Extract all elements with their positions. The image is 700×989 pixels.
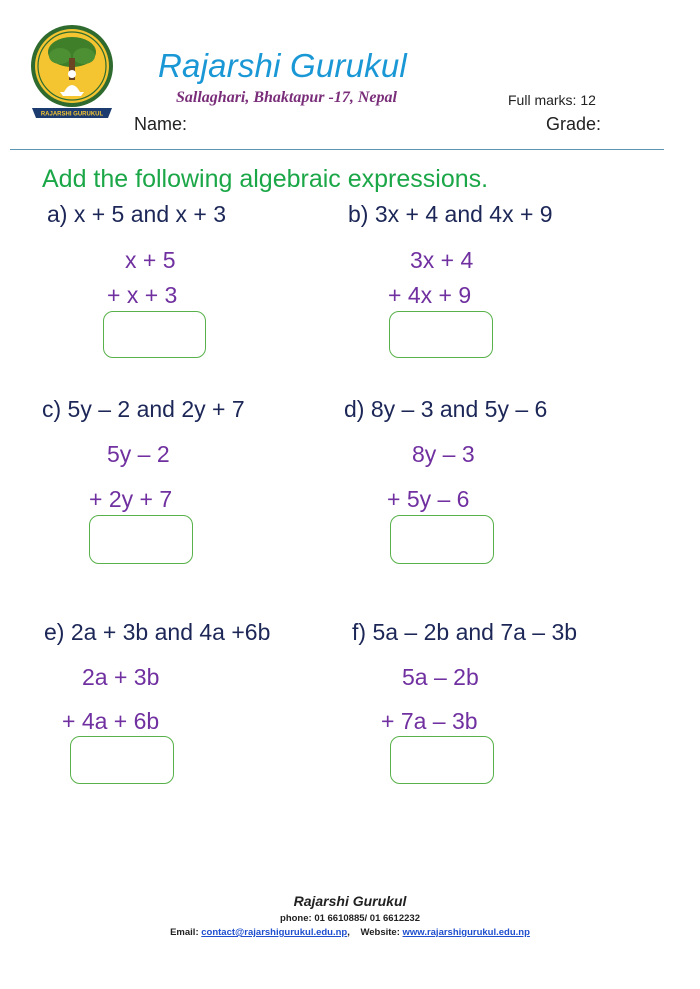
footer-contact: [0, 927, 700, 938]
footer-school-name: Rajarshi Gurukul: [293, 893, 407, 909]
question-f-line2: + 7a – 3b: [381, 708, 478, 734]
question-e-title: e) 2a + 3b and 4a +6b: [44, 619, 271, 645]
header-divider: [10, 149, 664, 150]
school-name: Rajarshi Gurukul: [158, 47, 407, 84]
question-c-line2: + 2y + 7: [89, 486, 173, 512]
footer-website-label: Website:: [360, 927, 400, 938]
full-marks: Full marks: 12: [508, 92, 596, 108]
question-a-answer-box[interactable]: [103, 311, 206, 358]
question-b-line1: 3x + 4: [410, 247, 474, 273]
question-b-answer-box[interactable]: [389, 311, 493, 358]
school-address: Sallaghari, Bhaktapur -17, Nepal: [176, 89, 397, 106]
logo-ribbon-text: RAJARSHI GURUKUL: [40, 111, 104, 118]
question-c-line1: 5y – 2: [107, 441, 170, 467]
question-d-answer-box[interactable]: [390, 515, 494, 564]
name-label: Name:: [134, 114, 188, 134]
instruction-heading: Add the following algebraic expressions.: [42, 165, 489, 193]
question-a-line1: x + 5: [125, 247, 176, 273]
question-e-line1: 2a + 3b: [82, 664, 160, 690]
question-f-answer-box[interactable]: [390, 736, 494, 784]
question-d-line2: + 5y – 6: [387, 486, 470, 512]
question-b-title: b) 3x + 4 and 4x + 9: [348, 201, 553, 227]
question-d-title: d) 8y – 3 and 5y – 6: [344, 396, 548, 422]
footer-email-label: Email:: [170, 927, 199, 938]
question-f-line1: 5a – 2b: [402, 664, 479, 690]
footer-email-link[interactable]: contact@rajarshigurukul.edu.np: [201, 927, 348, 938]
footer-website-link[interactable]: www.rajarshigurukul.edu.np: [402, 927, 530, 938]
question-a-line2: + x + 3: [107, 282, 178, 308]
grade-label: Grade:: [546, 114, 602, 134]
question-f-title: f) 5a – 2b and 7a – 3b: [352, 619, 578, 645]
school-logo: [24, 22, 120, 122]
footer-separator: ,: [347, 927, 361, 938]
question-c-title: c) 5y – 2 and 2y + 7: [42, 396, 245, 422]
question-e-line2: + 4a + 6b: [62, 708, 160, 734]
question-a-title: a) x + 5 and x + 3: [47, 201, 227, 227]
question-c-answer-box[interactable]: [89, 515, 193, 564]
question-d-line1: 8y – 3: [412, 441, 475, 467]
question-b-line2: + 4x + 9: [388, 282, 472, 308]
question-e-answer-box[interactable]: [70, 736, 174, 784]
footer-phone: phone: 01 6610885/ 01 6612232: [280, 913, 420, 924]
